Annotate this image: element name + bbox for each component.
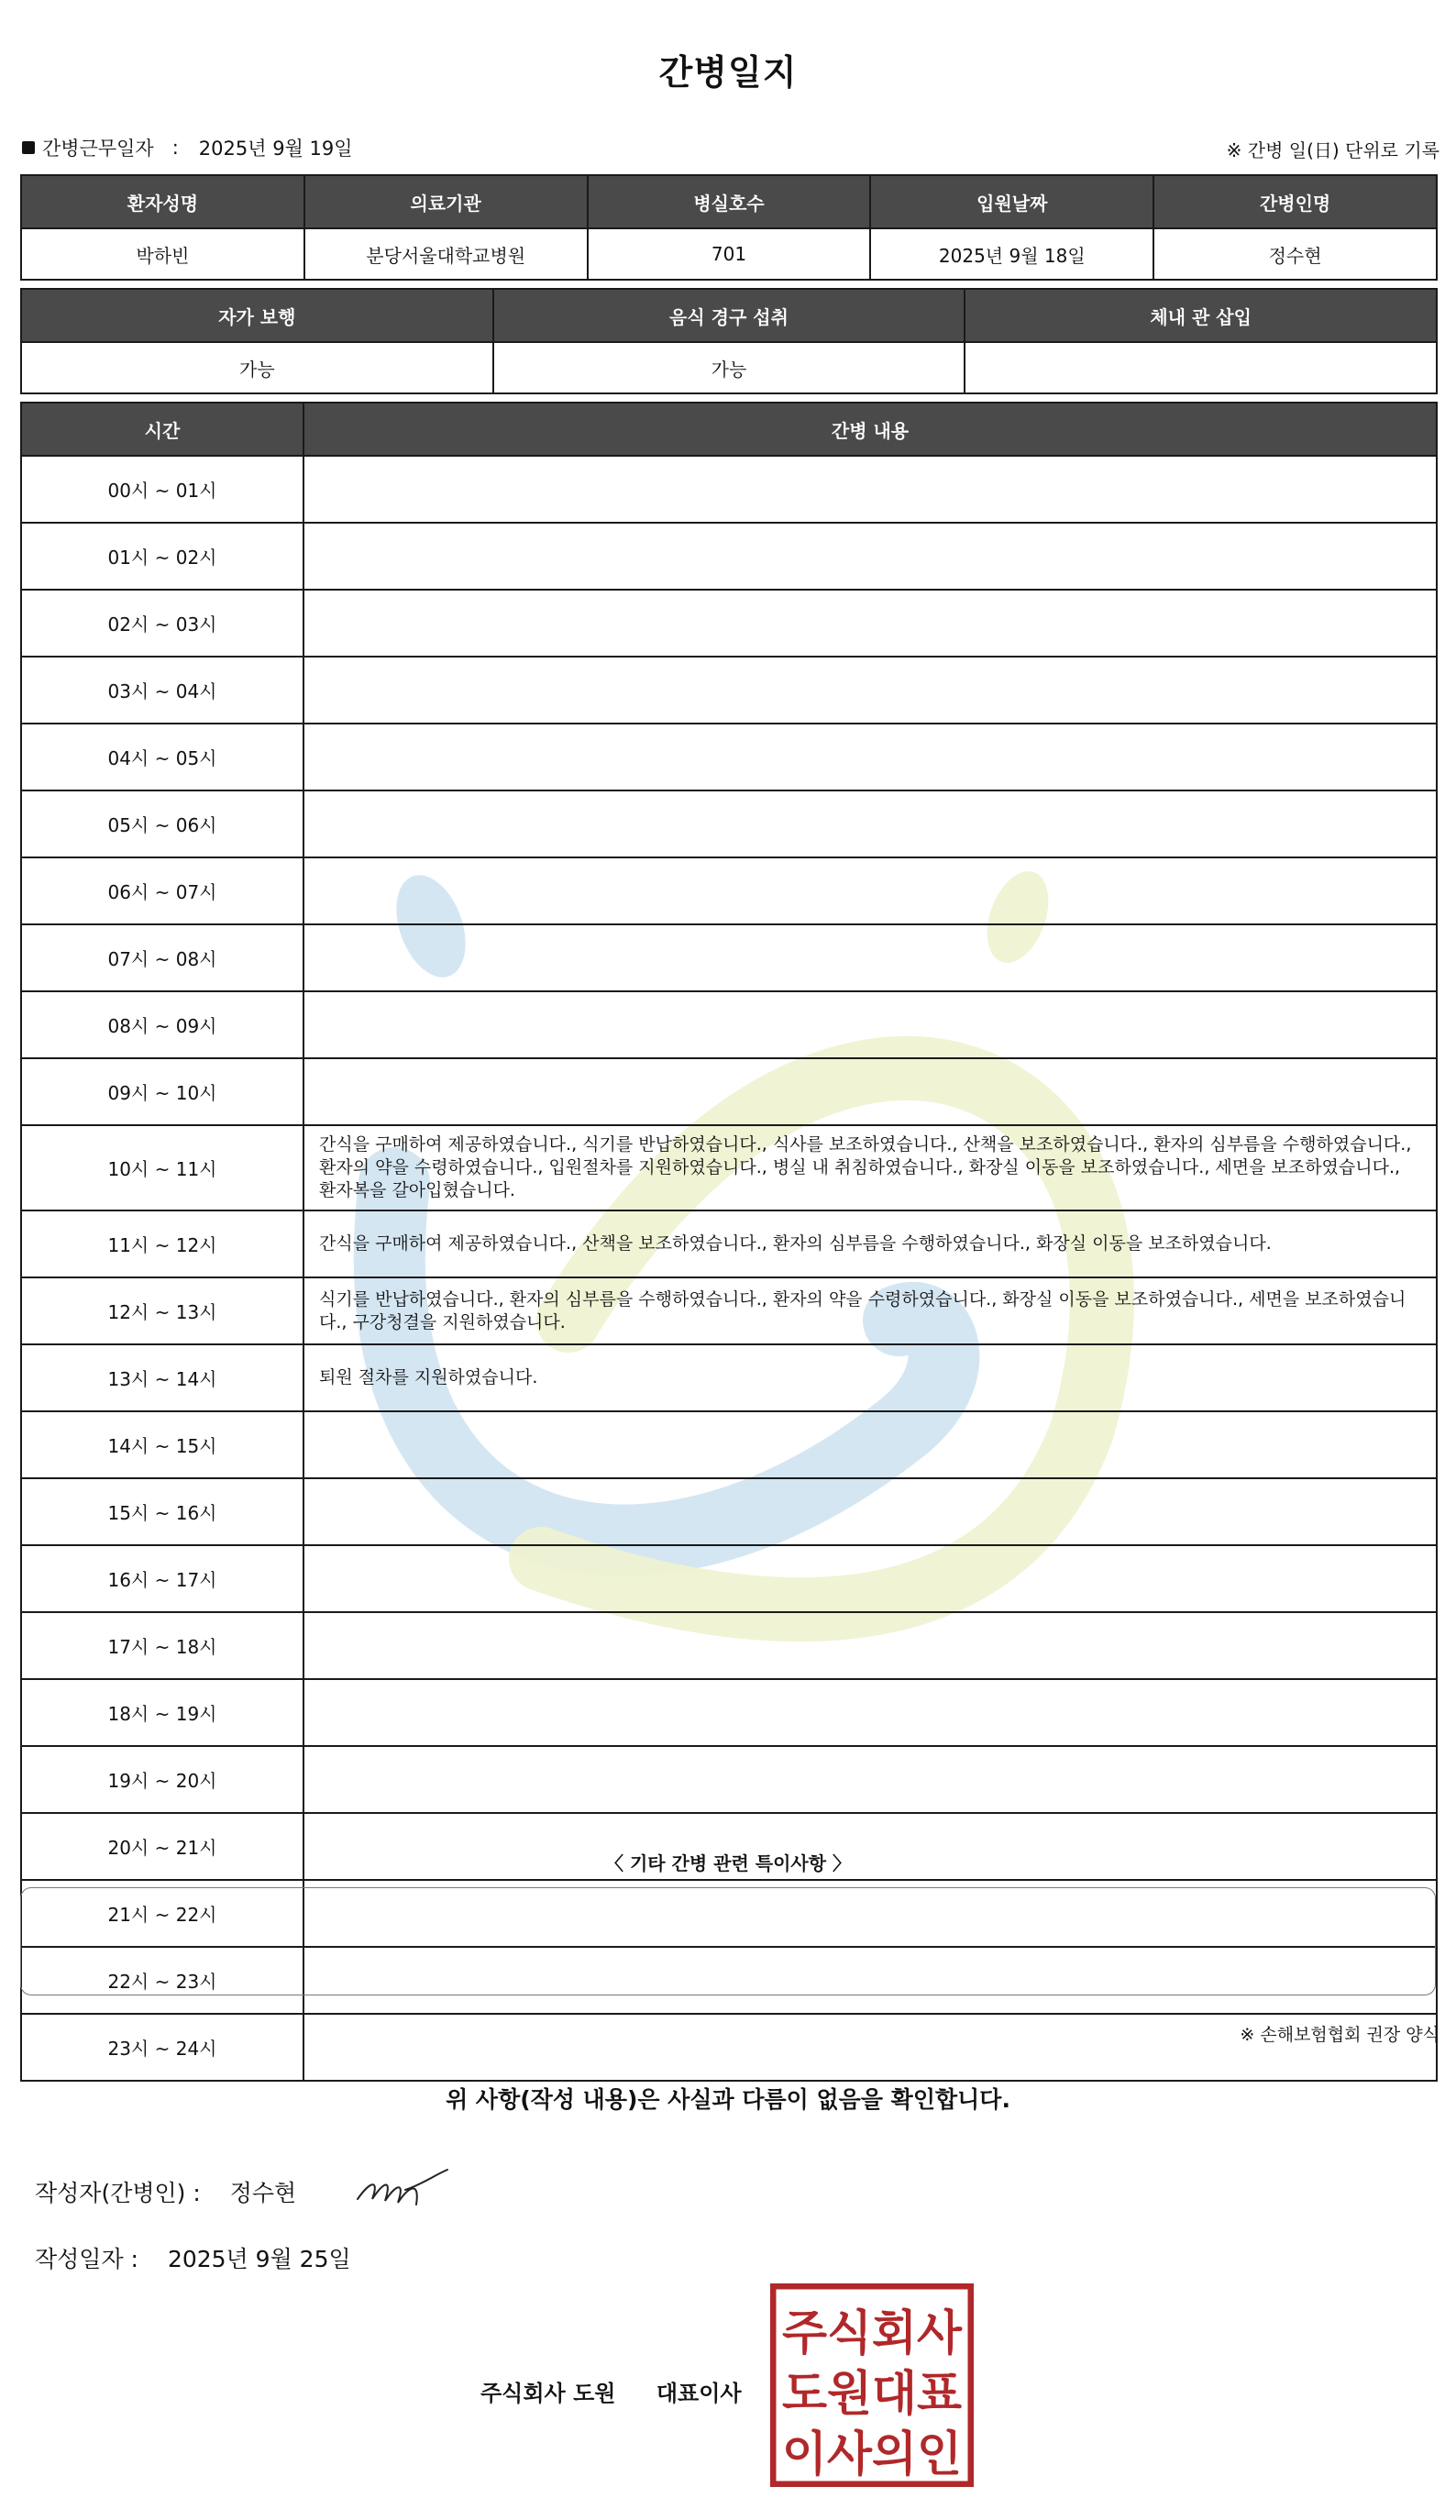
form-source-note: ※ 손해보험협회 권장 양식 [1240,2025,1439,2045]
log-content-cell [303,1746,1437,1813]
table-row [21,590,1437,657]
seal-line-1: 주식회사 [782,2306,963,2361]
admission-date: 2025년 9월 18일 [870,228,1153,280]
log-time-cell: 20시 ~ 21시 [21,1813,303,1880]
log-time-cell: 07시 ~ 08시 [21,924,303,991]
log-time-cell: 09시 ~ 10시 [21,1058,303,1125]
tube-insertion-value [965,342,1437,393]
table-row [21,1210,1437,1277]
log-content-cell [303,857,1437,924]
write-date-value: 2025년 9월 25일 [167,2246,351,2272]
table-row [21,2014,1437,2081]
header-hospital: 의료기관 [304,175,588,228]
table-row [21,1612,1437,1679]
log-content-cell [303,523,1437,590]
self-walking-value: 가능 [21,342,493,393]
log-content-cell [303,590,1437,657]
log-content-cell: 간식을 구매하여 제공하였습니다., 식기를 반납하였습니다., 식사를 보조하였습니다., 산책을 보조하였습니다., 환자의 심부름을 수행하였습니다., 환자의 약을 수령하였습니다., 입원절차를 지원하였습니다., 병실 내 취침하였습니다., 화장실 이동을 보조하였습니다., 세면을 보조하였습니다., 환자복을 갈아입혔습니다. [303,1125,1437,1210]
seal-line-2: 도원대표 [782,2367,962,2422]
log-time-cell: 04시 ~ 05시 [21,724,303,790]
table-row [21,724,1437,790]
table-row [21,991,1437,1058]
work-date-line [22,134,353,161]
seal-line-3: 이사의인 [782,2427,962,2482]
table-row [21,1411,1437,1478]
log-time-cell: 17시 ~ 18시 [21,1612,303,1679]
log-content-cell [303,924,1437,991]
table-row [21,1746,1437,1813]
log-time-cell: 08시 ~ 09시 [21,991,303,1058]
writer-label: 작성자(간병인) : [35,2180,201,2206]
writer-line [35,2175,296,2208]
room-number: 701 [588,228,871,280]
log-content-cell [303,456,1437,523]
log-content-cell [303,657,1437,724]
log-content-cell [303,1679,1437,1746]
representative-title: 대표이사 [656,2381,742,2406]
signature-image [352,2162,453,2217]
log-time-cell: 12시 ~ 13시 [21,1277,303,1344]
table-row [21,456,1437,523]
table-row [21,523,1437,590]
caregiver-name: 정수현 [1153,228,1437,280]
write-date-label: 작성일자 : [35,2246,138,2272]
table-row [21,1478,1437,1545]
write-date-line [35,2241,351,2274]
table-row [21,1277,1437,1344]
unit-note: ※ 간병 일(日) 단위로 기록 [1226,139,1439,161]
header-room: 병실호수 [588,175,871,228]
patient-info-table [20,174,1438,281]
log-content-cell [303,1612,1437,1679]
company-seal-stamp [770,2283,974,2487]
header-patient-name: 환자성명 [21,175,304,228]
header-oral-intake: 음식 경구 섭취 [493,289,965,342]
patient-status-table [20,288,1438,394]
header-time: 시간 [21,403,303,456]
company-line [480,2375,742,2407]
table-row [21,857,1437,924]
patient-name: 박하빈 [21,228,304,280]
log-time-cell: 15시 ~ 16시 [21,1478,303,1545]
oral-intake-value: 가능 [493,342,965,393]
log-content-cell [303,991,1437,1058]
log-time-cell: 10시 ~ 11시 [21,1125,303,1210]
log-content-cell: 퇴원 절차를 지원하였습니다. [303,1344,1437,1411]
writer-name: 정수현 [229,2180,297,2206]
log-content-cell [303,1478,1437,1545]
table-row [21,1679,1437,1746]
log-time-cell: 01시 ~ 02시 [21,523,303,590]
log-time-cell: 14시 ~ 15시 [21,1411,303,1478]
care-log-table [20,402,1438,2082]
log-content-cell: 간식을 구매하여 제공하였습니다., 산책을 보조하였습니다., 환자의 심부름을 수행하였습니다., 화장실 이동을 보조하였습니다. [303,1210,1437,1277]
work-date-label: 간병근무일자 [42,138,154,160]
log-content-cell [303,1411,1437,1478]
header-caregiver-name: 간병인명 [1153,175,1437,228]
log-content-cell [303,1545,1437,1612]
table-row [21,1058,1437,1125]
log-content-cell [303,1058,1437,1125]
confirmation-statement: 위 사항(작성 내용)은 사실과 다름이 없음을 확인합니다. [446,2086,1010,2113]
log-time-cell: 05시 ~ 06시 [21,790,303,857]
table-row [21,924,1437,991]
log-content-cell [303,790,1437,857]
log-time-cell: 16시 ~ 17시 [21,1545,303,1612]
log-time-cell: 23시 ~ 24시 [21,2014,303,2081]
log-time-cell: 18시 ~ 19시 [21,1679,303,1746]
work-date-value: 2025년 9월 19일 [198,138,353,160]
log-time-cell: 11시 ~ 12시 [21,1210,303,1277]
table-row [21,1344,1437,1411]
log-time-cell: 03시 ~ 04시 [21,657,303,724]
table-row [21,1125,1437,1210]
log-time-cell: 02시 ~ 03시 [21,590,303,657]
table-row [21,657,1437,724]
log-time-cell: 06시 ~ 07시 [21,857,303,924]
log-content-cell: 식기를 반납하였습니다., 환자의 심부름을 수행하였습니다., 환자의 약을 수령하였습니다., 화장실 이동을 보조하였습니다., 세면을 보조하였습니다., 구강청결을 지원하였습니다. [303,1277,1437,1344]
work-date-separator: : [171,137,179,159]
hospital: 분당서울대학교병원 [304,228,588,280]
etc-notes-box [20,1887,1436,1995]
page-title: 간병일지 [658,52,798,93]
header-tube-insertion: 체내 관 삽입 [965,289,1437,342]
square-bullet-icon [22,141,35,154]
header-admission-date: 입원날짜 [870,175,1153,228]
company-name: 주식회사 도원 [480,2381,616,2406]
log-time-cell: 22시 ~ 23시 [21,1947,303,2014]
header-care-content: 간병 내용 [303,403,1437,456]
log-time-cell: 21시 ~ 22시 [21,1880,303,1947]
log-time-cell: 00시 ~ 01시 [21,456,303,523]
log-time-cell: 19시 ~ 20시 [21,1746,303,1813]
log-time-cell: 13시 ~ 14시 [21,1344,303,1411]
table-row [21,1545,1437,1612]
etc-notes-title: 〈 기타 간병 관련 특이사항 〉 [604,1852,851,1874]
header-self-walking: 자가 보행 [21,289,493,342]
table-row [21,790,1437,857]
log-content-cell [303,724,1437,790]
